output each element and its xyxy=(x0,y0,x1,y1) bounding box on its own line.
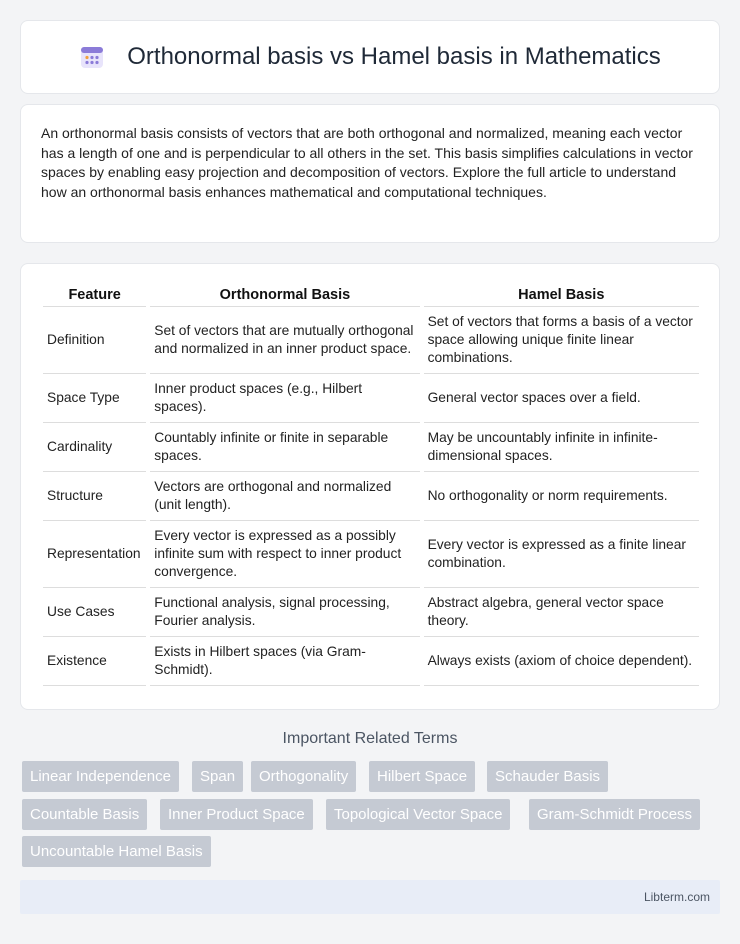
related-term-tag[interactable]: Countable Basis xyxy=(22,799,147,830)
table-row xyxy=(43,472,699,521)
row-hamel: Every vector is expressed as a finite linear combination. xyxy=(424,521,699,588)
row-orthonormal: Countably infinite or finite in separable spaces. xyxy=(150,423,419,472)
related-term-tag[interactable]: Uncountable Hamel Basis xyxy=(22,836,211,867)
related-terms-title: Important Related Terms xyxy=(282,730,458,747)
footer xyxy=(20,880,720,914)
row-feature: Cardinality xyxy=(43,423,146,472)
table-row xyxy=(43,521,699,588)
row-hamel: Set of vectors that forms a basis of a vector space allowing unique finite linear combinations. xyxy=(424,307,699,374)
row-hamel: May be uncountably infinite in infinite-dimensional spaces. xyxy=(424,423,699,472)
related-term-tag[interactable]: Schauder Basis xyxy=(487,761,608,792)
row-hamel: Always exists (axiom of choice dependent). xyxy=(424,637,699,686)
related-term-tag[interactable]: Gram-Schmidt Process xyxy=(529,799,700,830)
row-feature: Existence xyxy=(43,637,146,686)
row-feature: Structure xyxy=(43,472,146,521)
row-orthonormal: Inner product spaces (e.g., Hilbert spaces). xyxy=(150,374,419,423)
row-hamel: Abstract algebra, general vector space theory. xyxy=(424,588,699,637)
row-feature: Use Cases xyxy=(43,588,146,637)
comparison-table xyxy=(39,282,703,686)
calendar-icon xyxy=(79,44,105,70)
column-header-hamel: Hamel Basis xyxy=(424,282,699,307)
column-header-feature: Feature xyxy=(43,282,146,307)
related-term-tag[interactable]: Orthogonality xyxy=(251,761,356,792)
column-header-orthonormal: Orthonormal Basis xyxy=(150,282,419,307)
row-orthonormal: Every vector is expressed as a possibly infinite sum with respect to inner product convergence. xyxy=(150,521,419,588)
table-row xyxy=(43,307,699,374)
table-row xyxy=(43,374,699,423)
table-row xyxy=(43,588,699,637)
related-term-tag[interactable]: Linear Independence xyxy=(22,761,179,792)
related-term-tag[interactable]: Span xyxy=(192,761,243,792)
related-term-tag[interactable]: Hilbert Space xyxy=(369,761,475,792)
comparison-card xyxy=(20,263,720,710)
row-feature: Definition xyxy=(43,307,146,374)
row-feature: Representation xyxy=(43,521,146,588)
row-feature: Space Type xyxy=(43,374,146,423)
footer-site-link[interactable]: Libterm.com xyxy=(643,890,710,904)
page-title: Orthonormal basis vs Hamel basis in Mathematics xyxy=(127,43,661,70)
row-orthonormal: Set of vectors that are mutually orthogonal and normalized in an inner product space. xyxy=(150,307,419,374)
intro-card xyxy=(20,104,720,243)
related-term-tag[interactable]: Inner Product Space xyxy=(160,799,313,830)
related-term-tag[interactable]: Topological Vector Space xyxy=(326,799,510,830)
row-hamel: No orthogonality or norm requirements. xyxy=(424,472,699,521)
intro-paragraph: An orthonormal basis consists of vectors that are both orthogonal and normalized, meaning each vector has a length of one and is perpendicular to all others in the set. This basis simplifies calculations in vector spaces by enabling easy projection and decomposition of vectors. Explore the full article to understand how an orthonormal basis enhances mathematical and computational techniques. xyxy=(41,125,693,200)
row-orthonormal: Vectors are orthogonal and normalized (unit length). xyxy=(150,472,419,521)
row-hamel: General vector spaces over a field. xyxy=(424,374,699,423)
row-orthonormal: Functional analysis, signal processing, Fourier analysis. xyxy=(150,588,419,637)
header-card xyxy=(20,20,720,94)
table-row xyxy=(43,637,699,686)
table-row xyxy=(43,423,699,472)
table-header-row xyxy=(43,282,699,307)
row-orthonormal: Exists in Hilbert spaces (via Gram-Schmidt). xyxy=(150,637,419,686)
